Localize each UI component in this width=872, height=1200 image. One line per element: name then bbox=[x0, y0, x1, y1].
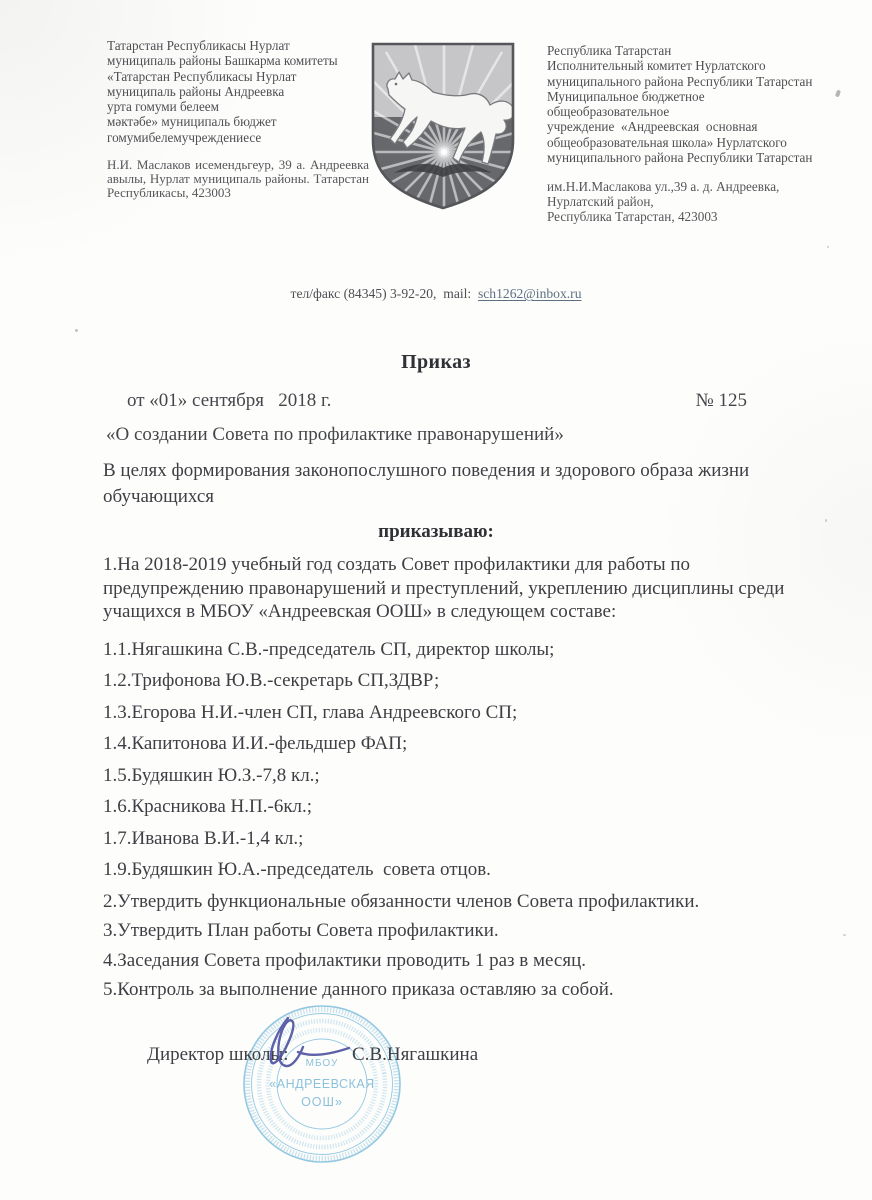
header-right-line: муниципального района Республики Татарстан bbox=[547, 73, 813, 89]
order-item-1-7: 1.7.Иванова В.И.-1,4 кл.; bbox=[103, 827, 304, 849]
scan-speck bbox=[827, 246, 829, 248]
header-right-address bbox=[547, 180, 847, 224]
header-right-line: Муниципальное бюджетное bbox=[547, 88, 705, 104]
header-left-line: мәктәбе» муниципаль бюджет bbox=[107, 114, 277, 130]
header-right-line: муниципального района Республики Татарстан bbox=[547, 150, 813, 166]
header-right-russian bbox=[547, 43, 847, 224]
address-line: Нурлатский район, bbox=[547, 193, 654, 209]
address-line: Республика Татарстан, 423003 bbox=[547, 208, 718, 224]
header-left-line: гомумибелемучреждениесе bbox=[107, 129, 262, 145]
order-item-1-5: 1.5.Будяшкин Ю.З.-7,8 кл.; bbox=[103, 764, 320, 786]
order-item-1-4: 1.4.Капитонова И.И.-фельдшер ФАП; bbox=[103, 733, 408, 754]
header-left-line: муниципаль районы Башкарма комитеты bbox=[107, 53, 338, 69]
order-item-4: 4.Заседания Совета профилактики проводить 1 раз в месяц. bbox=[103, 949, 587, 971]
stamp-text-school: «АНДРЕЕВСКАЯ bbox=[269, 1077, 375, 1091]
scan-speck bbox=[843, 934, 846, 936]
order-item-3: 3.Утвердить План работы Совета профилактики. bbox=[103, 920, 499, 941]
order-date-row bbox=[127, 390, 747, 412]
header-left-address: Н.И. Маслаков исемендьгеур, 39 а. Андреевка авылы, Нурлат муниципаль районы. Татарстан Республикасы, 423003 bbox=[107, 157, 369, 201]
header-left-line: Татарстан Республикасы Нурлат bbox=[107, 38, 290, 53]
order-item-1-9: 1.9.Будяшкин Ю.А.-председатель совета отцов. bbox=[103, 859, 491, 880]
coat-of-arms-icon bbox=[366, 37, 520, 215]
scan-speck bbox=[825, 519, 827, 522]
header-right-line: общеобразовательное bbox=[547, 104, 670, 120]
header-left-line: муниципаль районы Андреевка bbox=[107, 83, 285, 99]
order-item-1-3: 1.3.Егорова Н.И.-член СП, глава Андреевского СП; bbox=[103, 701, 518, 723]
header-right-line: Исполнительный комитет Нурлатского bbox=[547, 58, 766, 74]
order-item-5: 5.Контроль за выполнение данного приказа оставляю за собой. bbox=[103, 979, 614, 1000]
order-item-1-1: 1.1.Нягашкина С.В.-председатель СП, директор школы; bbox=[103, 638, 555, 660]
header-right-line: Республика Татарстан bbox=[547, 43, 672, 58]
contact-line bbox=[0, 286, 872, 302]
order-item-1: 1.На 2018-2019 учебный год создать Совет профилактики для работы по предупреждению правонарушений и преступлений, укреплению дисциплины среди учащихся в МБОУ «Андреевская ООШ» в следующем составе: bbox=[103, 554, 790, 622]
order-item-1-2: 1.2.Трифонова Ю.В.-секретарь СП,ЗДВР; bbox=[103, 670, 440, 691]
order-items bbox=[103, 553, 827, 1008]
header-right-line: общеобразовательная школа» Нурлатского bbox=[547, 134, 787, 150]
order-title: Приказ bbox=[401, 351, 471, 373]
order-item-1-6: 1.6.Красникова Н.П.-6кл.; bbox=[103, 796, 313, 817]
header-left-line: урта гомуми белеем bbox=[107, 99, 219, 115]
phone-fax-label: тел/факс (84345) 3-92-20, mail: bbox=[290, 286, 478, 301]
order-directive: приказываю: bbox=[378, 521, 494, 542]
order-date: от «01» сентября 2018 г. bbox=[127, 390, 332, 411]
stamp-text-mbou: МБОУ bbox=[305, 1058, 339, 1069]
order-preamble: В целях формирования законопослушного поведения и здорового образа жизни обучающихся bbox=[103, 460, 750, 507]
header-left-line: «Татарстан Республикасы Нурлат bbox=[107, 68, 297, 84]
stamp-text-oosh: ООШ» bbox=[301, 1095, 343, 1109]
header-right-line: учреждение «Андреевская основная bbox=[547, 119, 758, 135]
address-line: им.Н.И.Маслакова ул.,39 а. д. Андреевка, bbox=[547, 179, 780, 195]
signature-name: С.В.Нягашкина bbox=[352, 1044, 479, 1065]
order-item-2: 2.Утвердить функциональные обязанности членов Совета профилактики. bbox=[103, 890, 700, 912]
order-number: № 125 bbox=[695, 390, 747, 411]
signature-label: Директор школы: bbox=[147, 1044, 289, 1065]
order-subject: «О создании Совета по профилактике правонарушений» bbox=[106, 424, 564, 445]
header-left-tatar bbox=[107, 38, 375, 200]
email-link[interactable]: sch1262@inbox.ru bbox=[477, 286, 582, 301]
handwritten-signature bbox=[248, 1010, 360, 1076]
scan-speck bbox=[75, 329, 78, 332]
